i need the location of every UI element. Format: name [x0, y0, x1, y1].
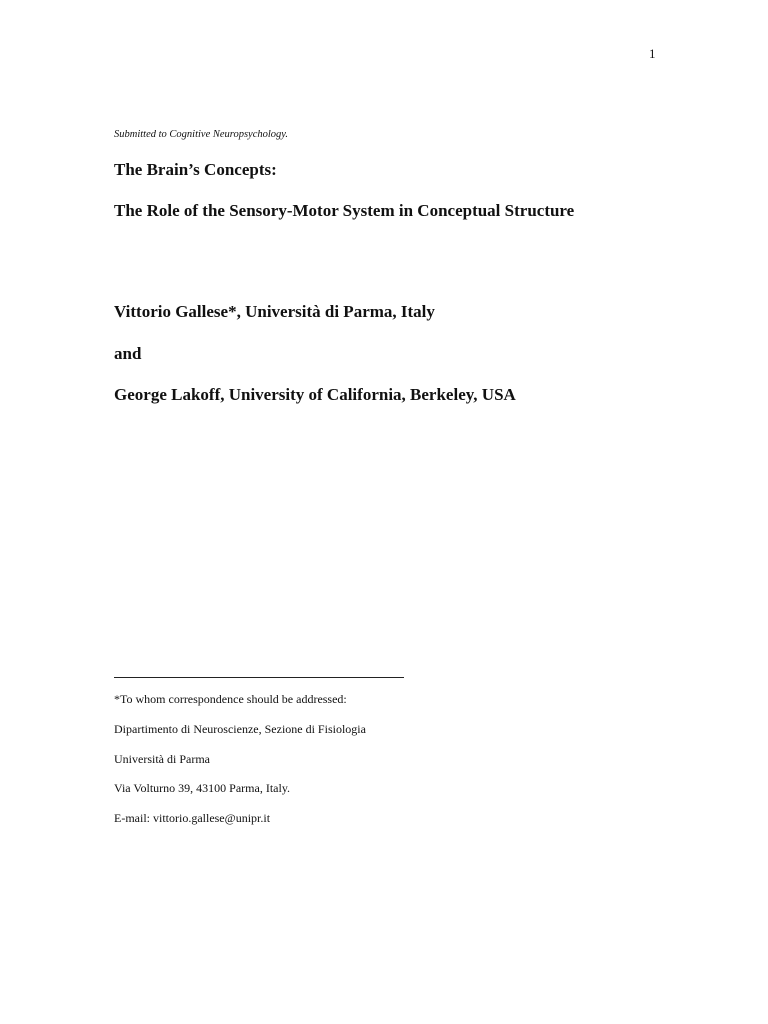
correspondence-email: E-mail: vittorio.gallese@unipr.it: [114, 811, 271, 825]
correspondence-department: Dipartimento di Neuroscienze, Sezione di Fisiologia: [114, 722, 366, 736]
author-lakoff: George Lakoff, University of California, Berkeley, USA: [114, 385, 516, 404]
correspondence-address: Via Volturno 39, 43100 Parma, Italy.: [114, 781, 291, 795]
paper-subtitle: The Role of the Sensory-Motor System in Conceptual Structure: [114, 201, 575, 220]
footnote-divider: [114, 677, 404, 678]
paper-title: The Brain’s Concepts:: [114, 160, 277, 179]
submission-note: Submitted to Cognitive Neuropsychology.: [114, 129, 289, 140]
correspondence-label: *To whom correspondence should be addressed:: [114, 692, 347, 706]
page-number: 1: [649, 46, 656, 61]
author-conjunction: and: [114, 344, 142, 363]
correspondence-university: Università di Parma: [114, 752, 210, 766]
author-gallese: Vittorio Gallese*, Università di Parma, Italy: [114, 302, 435, 321]
